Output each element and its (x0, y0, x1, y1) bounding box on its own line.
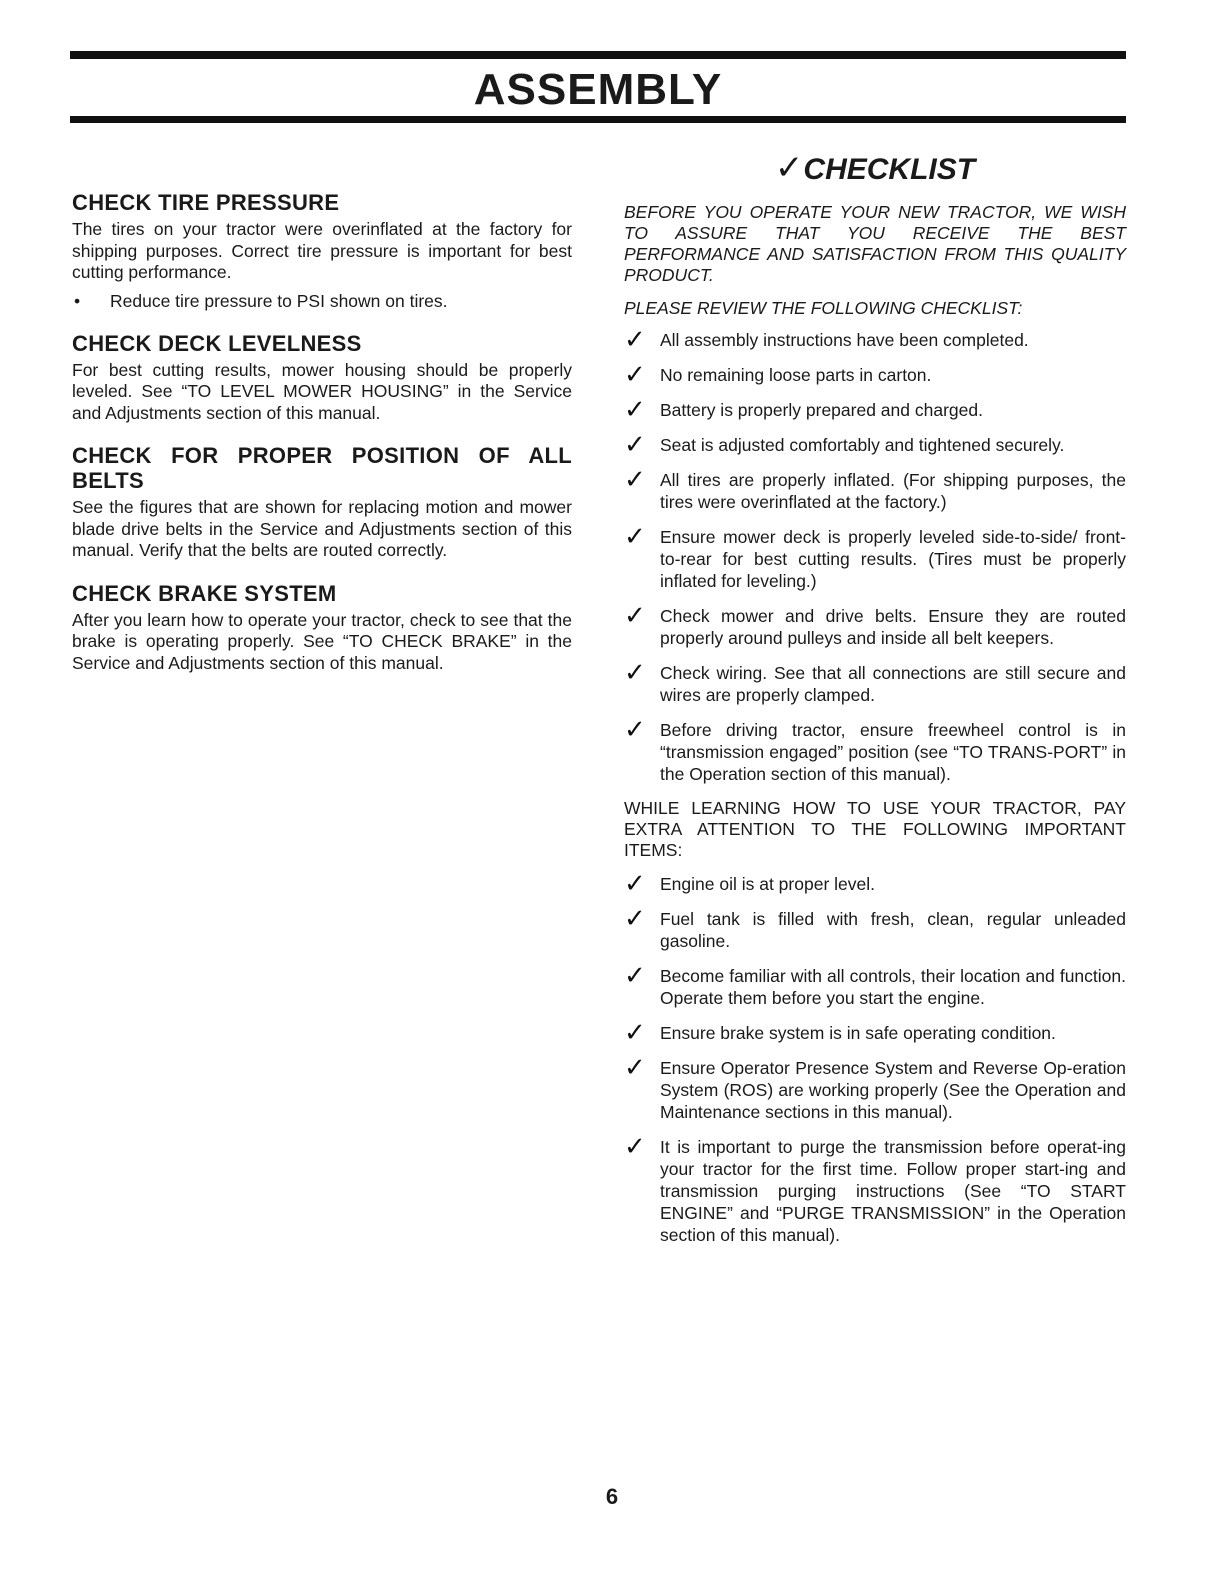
while-learning-text: WHILE LEARNING HOW TO USE YOUR TRACTOR, PAY EXTRA ATTENTION TO THE FOLLOWING IMPORTANT ITEMS: (624, 798, 1126, 860)
important-item-text: Ensure Operator Presence System and Reverse Op-eration System (ROS) are working properly (See the Operation and Maintenance sections in this manual). (660, 1058, 1126, 1122)
checkmark-icon: ✓ (774, 149, 804, 187)
bullet-icon: • (74, 290, 81, 311)
checklist-title-text: CHECKLIST (803, 153, 976, 186)
header-rule-bottom (70, 116, 1126, 123)
checklist-item (624, 600, 1126, 649)
section-tire-pressure (72, 190, 572, 312)
section-belts (72, 443, 572, 562)
page-number: 6 (605, 1484, 619, 1509)
checklist-title (624, 150, 1126, 188)
section-text: For best cutting results, mower housing should be properly leveled. See “TO LEVEL MOWER HOUSING” in the Service and Adjustments section of this manual. (72, 359, 572, 423)
important-item (624, 1131, 1126, 1246)
checklist-item (624, 714, 1126, 785)
checkmark-icon: ✓ (624, 868, 646, 898)
checklist-items (624, 324, 1126, 785)
checkmark-icon: ✓ (624, 960, 646, 990)
important-items (624, 868, 1126, 1246)
checkmark-icon: ✓ (624, 394, 646, 424)
checkmark-icon: ✓ (624, 359, 646, 389)
checklist-column (624, 150, 1126, 1259)
important-item (624, 960, 1126, 1009)
header-rule-top (70, 51, 1126, 59)
important-item (624, 1052, 1126, 1123)
left-column (72, 190, 572, 674)
section-text: See the figures that are shown for replacing motion and mower blade drive belts in the Service and Adjustments section of this manual. Verify that the belts are routed correctly. (72, 497, 572, 560)
important-item-text: It is important to purge the transmission before operat-ing your tractor for the first time. Follow proper start-ing and transmission purging instructions (See “TO START ENGINE” and “PURGE TRANSMISSION” in the Operation section of this manual). (660, 1137, 1126, 1245)
important-item-text: Fuel tank is filled with fresh, clean, regular unleaded gasoline. (660, 909, 1126, 951)
checkmark-icon: ✓ (624, 1131, 646, 1161)
checklist-item-text: Check wiring. See that all connections are still secure and wires are properly clamped. (660, 663, 1126, 705)
checklist-item (624, 394, 1126, 424)
section-text: After you learn how to operate your tractor, check to see that the brake is operating properly. See “TO CHECK BRAKE” in the Service and Adjustments section of this manual. (72, 609, 572, 673)
important-item (624, 1017, 1126, 1047)
section-deck-levelness (72, 331, 572, 425)
checklist-review: PLEASE REVIEW THE FOLLOWING CHECKLIST: (624, 298, 1023, 318)
checkmark-icon: ✓ (624, 1017, 646, 1047)
checklist-item (624, 359, 1126, 389)
checklist-item-text: All tires are properly inflated. (For shipping purposes, the tires were overinflated at the factory.) (660, 470, 1126, 512)
section-heading: CHECK BRAKE SYSTEM (72, 580, 337, 606)
section-text: The tires on your tractor were overinflated at the factory for shipping purposes. Correct tire pressure is important for best cutting performance. (72, 219, 572, 282)
checklist-item (624, 521, 1126, 592)
page-title: ASSEMBLY (473, 65, 723, 114)
bullet-text: Reduce tire pressure to PSI shown on tires. (110, 290, 448, 311)
important-item-text: Engine oil is at proper level. (660, 874, 875, 894)
important-item-text: Become familiar with all controls, their location and function. Operate them before you start the engine. (660, 966, 1126, 1008)
checklist-intro: BEFORE YOU OPERATE YOUR NEW TRACTOR, WE WISH TO ASSURE THAT YOU RECEIVE THE BEST PERFORMANCE AND SATISFACTION FROM THIS QUALITY PRODUCT. (624, 202, 1126, 285)
checkmark-icon: ✓ (624, 324, 646, 354)
checklist-item-text: Check mower and drive belts. Ensure they are routed properly around pulleys and inside all belt keepers. (660, 606, 1126, 648)
important-item (624, 868, 1126, 898)
section-heading: CHECK FOR PROPER POSITION OF ALL BELTS (72, 443, 572, 493)
checklist-item-text: Ensure mower deck is properly leveled side-to-side/ front-to-rear for best cutting results. (Tires must be properly inflated for leveling.) (660, 527, 1126, 591)
checkmark-icon: ✓ (624, 429, 646, 459)
section-heading: CHECK TIRE PRESSURE (72, 190, 340, 215)
checklist-item-text: Before driving tractor, ensure freewheel control is in “transmission engaged” position (see “TO TRANS-PORT” in the Operation section of this manual). (660, 720, 1126, 784)
checklist-item-text: All assembly instructions have been completed. (660, 330, 1029, 350)
checkmark-icon: ✓ (624, 903, 646, 933)
checkmark-icon: ✓ (624, 714, 646, 744)
checkmark-icon: ✓ (624, 1052, 646, 1082)
checklist-item (624, 429, 1126, 459)
checklist-item-text: Seat is adjusted comfortably and tightened securely. (660, 435, 1065, 455)
checkmark-icon: ✓ (624, 600, 646, 630)
checklist-item-text: No remaining loose parts in carton. (660, 365, 932, 385)
checklist-item-text: Battery is properly prepared and charged. (660, 400, 983, 420)
checklist-item (624, 464, 1126, 513)
checkmark-icon: ✓ (624, 657, 646, 687)
checkmark-icon: ✓ (624, 464, 646, 494)
important-item (624, 903, 1126, 952)
checklist-item (624, 324, 1126, 354)
section-heading: CHECK DECK LEVELNESS (72, 330, 362, 356)
checklist-item (624, 657, 1126, 706)
section-brake-system (72, 581, 572, 675)
checkmark-icon: ✓ (624, 521, 646, 551)
bullet-item (72, 290, 572, 312)
important-item-text: Ensure brake system is in safe operating condition. (660, 1023, 1056, 1043)
